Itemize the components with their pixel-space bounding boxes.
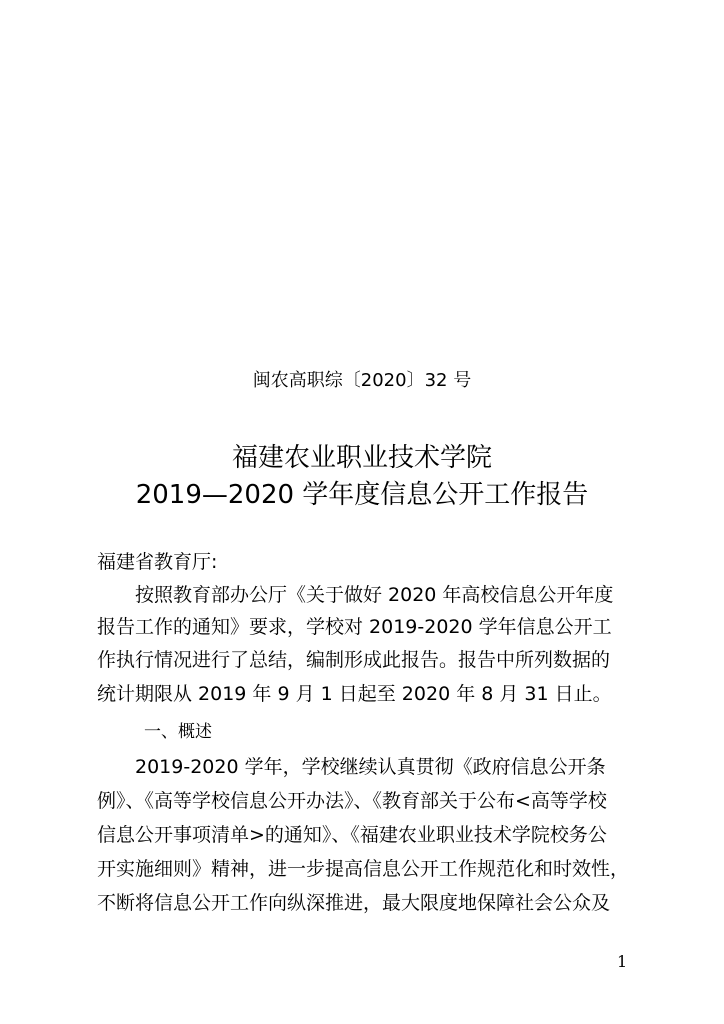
report-title-line-2: 2019—2020 学年度信息公开工作报告 [135,480,589,510]
paragraph-line: 开实施细则》精神，进一步提高信息公开工作规范化和时效性， [97,858,630,880]
paragraph-line: 作执行情况进行了总结，编制形成此报告。报告中所列数据的 [97,649,611,671]
section-heading: 一、概述 [144,722,212,742]
report-title-line-1: 福建农业职业技术学院 [231,443,492,473]
paragraph-line: 统计期限从 2019 年 9 月 1 日起至 2020 年 8 月 31 日止。 [97,683,612,705]
paragraph-line: 报告工作的通知》要求，学校对 2019-2020 学年信息公开工 [97,616,612,638]
paragraph-line: 信息公开事项清单>的通知》、《福建农业职业技术学院校务公 [97,824,607,846]
salutation: 福建省教育厅: [97,551,218,573]
page-number: 1 [617,952,628,971]
document-number: 闽农高职综〔2020〕32 号 [252,370,472,391]
paragraph-line: 例》、《高等学校信息公开办法》、《教育部关于公布<高等学校 [97,790,607,812]
paragraph-line: 按照教育部办公厅《关于做好 2020 年高校信息公开年度 [135,584,614,606]
paragraph-line: 不断将信息公开工作向纵深推进，最大限度地保障社会公众及 [97,892,611,914]
paragraph-line: 2019-2020 学年，学校继续认真贯彻《政府信息公开条 [135,756,606,778]
